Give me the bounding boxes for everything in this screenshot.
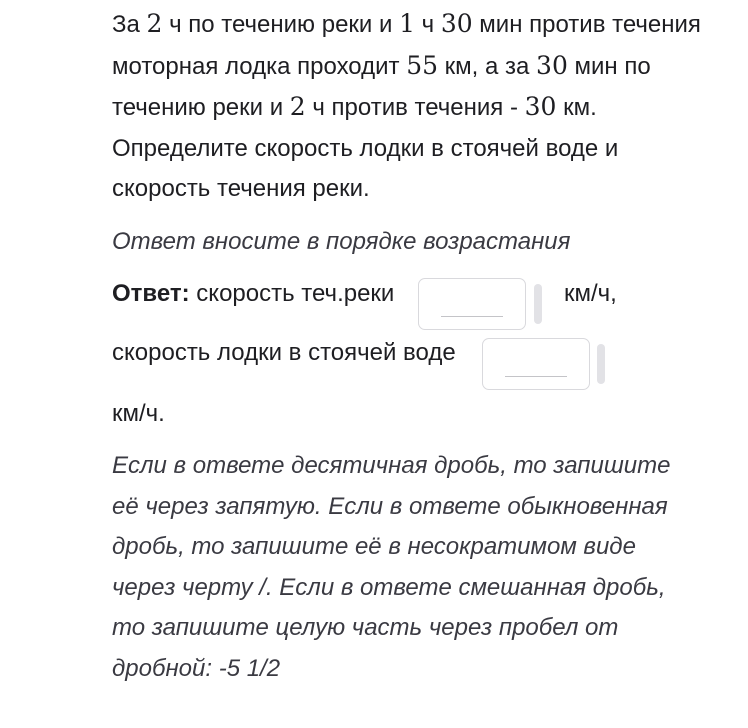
problem-number: 30: [524, 92, 557, 121]
current-speed-field-handle[interactable]: [534, 284, 542, 324]
answer-label: Ответ:: [112, 280, 190, 307]
boat-speed-field-handle[interactable]: [597, 344, 605, 384]
answer-line-current-speed: [112, 274, 394, 314]
problem-number: 1: [399, 9, 415, 38]
problem-text: мин по течению реки и: [112, 52, 651, 121]
problem-number: 30: [440, 9, 473, 38]
problem-number: 30: [536, 50, 568, 80]
problem-text: ч: [414, 11, 441, 38]
problem-number: 55: [406, 50, 438, 80]
current-speed-label: скорость теч.реки: [189, 280, 395, 307]
boat-speed-input[interactable]: [483, 339, 593, 391]
problem-text: мин против течения моторная лодка проходит: [112, 11, 701, 80]
problem-text: За: [112, 11, 147, 38]
unit-label-2: км/ч.: [112, 400, 165, 427]
problem-number: 2: [146, 9, 163, 38]
problem-text: км. Определите скорость лодки в стоячей воде и скорость течения реки.: [112, 94, 619, 202]
problem-text: км, а за: [438, 52, 537, 80]
problem-text: ч против течения -: [305, 94, 525, 121]
current-speed-input[interactable]: [419, 279, 529, 331]
boat-speed-field[interactable]: [482, 338, 590, 390]
problem-number: 2: [289, 92, 306, 121]
answer-order-hint: Ответ вносите в порядке возрастания: [112, 228, 571, 255]
input-underline: [505, 376, 567, 377]
format-instructions: Если в ответе десятичная дробь, то запишите её через запятую. Если в ответе обыкновенная дробь, то запишите её в несократимом виде через черту /. Если в ответе смешанная дробь, то запишите целую часть через пробел от дробной: -5 1/2: [112, 452, 671, 682]
input-underline: [441, 316, 503, 317]
boat-speed-label: скорость лодки в стоячей воде: [112, 339, 456, 366]
problem-statement: [112, 4, 702, 210]
unit-label-1: км/ч,: [564, 280, 617, 307]
problem-text: ч по течению реки и: [162, 11, 400, 38]
current-speed-field[interactable]: [418, 278, 526, 330]
